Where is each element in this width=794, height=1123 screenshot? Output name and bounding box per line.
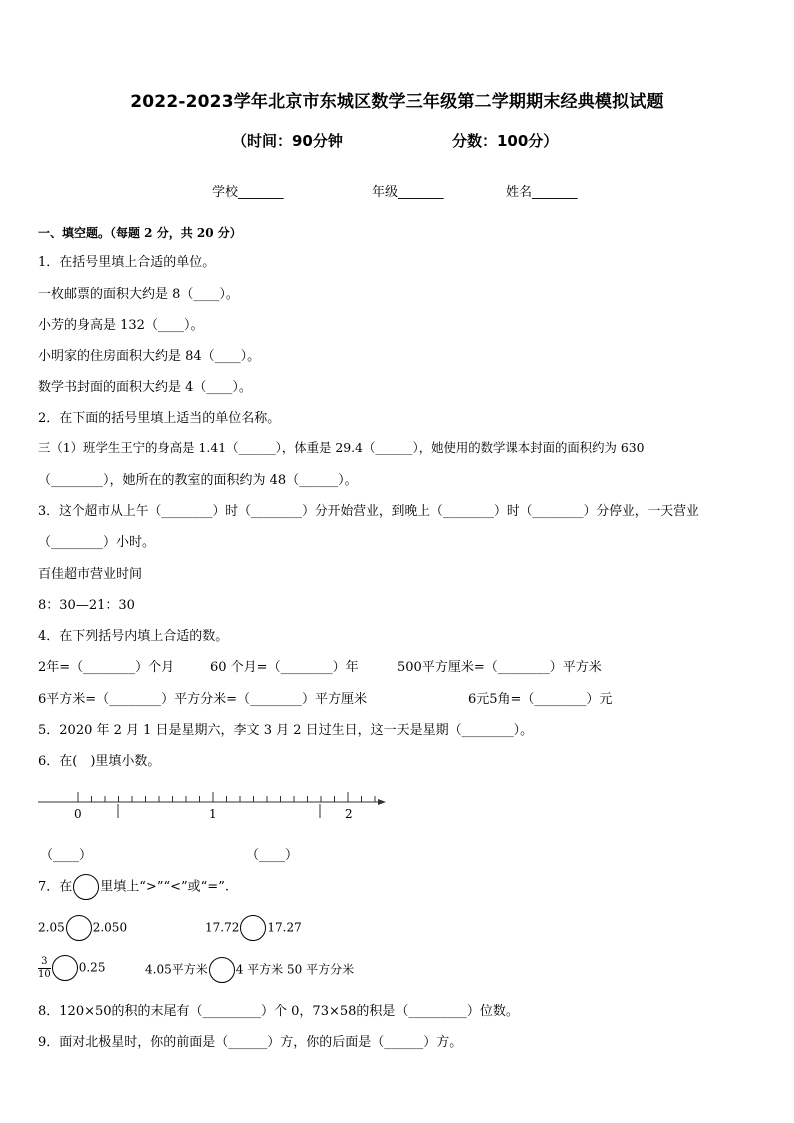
q6-blank-2: （____） bbox=[246, 848, 299, 863]
q9: 9．面对北极星时，你的前面是（______）方，你的后面是（______）方。 bbox=[38, 1035, 463, 1050]
q7-c-fraction bbox=[38, 956, 51, 981]
exam-time: （时间：90分钟 bbox=[232, 132, 343, 150]
q7-stem-b: 里填上“>”“<”或“=”. bbox=[100, 879, 229, 895]
q7-stem-a: 7．在 bbox=[38, 879, 73, 895]
q7-a-right: 2.050 bbox=[92, 920, 128, 935]
q2-stem: 2．在下面的括号里填上适当的单位名称。 bbox=[38, 411, 281, 426]
q3-line1: 3．这个超市从上午（________）时（________）分开始营业，到晚上（________）时（________）分停业，一天营业 bbox=[38, 504, 699, 519]
q1-stem: 1．在括号里填上合适的单位。 bbox=[38, 255, 216, 270]
q3-line2: （________）小时。 bbox=[38, 535, 156, 550]
q7-d-left: 4.05平方米 bbox=[145, 962, 208, 977]
q6-stem: 6．在( )里填小数。 bbox=[38, 754, 161, 769]
school-field: 学校_______ bbox=[212, 185, 284, 200]
q1-item-a: 一枚邮票的面积大约是 8（____）。 bbox=[38, 287, 239, 302]
q7-c-right: 0.25 bbox=[78, 960, 106, 975]
q7-stem bbox=[38, 874, 229, 900]
q4-row2-b: 6元5角=（________）元 bbox=[468, 692, 613, 707]
q1-item-c: 小明家的住房面积大约是 84（____）。 bbox=[38, 349, 261, 364]
q7-a-left: 2.05 bbox=[38, 920, 65, 935]
tick-label-0: 0 bbox=[74, 807, 82, 821]
q7-d-circle[interactable] bbox=[209, 957, 235, 983]
q8: 8．120×50的积的末尾有（_________）个 0，73×58的积是（_________）位数。 bbox=[38, 1004, 519, 1019]
q3-hours: 8：30—21：30 bbox=[38, 598, 135, 613]
q3-store-name: 百佳超市营业时间 bbox=[38, 567, 143, 582]
fraction-numerator: 3 bbox=[38, 956, 51, 969]
tick-label-1: 1 bbox=[209, 807, 217, 821]
q1-item-b: 小芳的身高是 132（____）。 bbox=[38, 318, 204, 333]
q7-a-circle[interactable] bbox=[66, 915, 92, 941]
exam-score: 分数：100分） bbox=[452, 132, 559, 150]
q7-d-right: 4 平方米 50 平方分米 bbox=[235, 962, 355, 977]
q7-item-a bbox=[38, 915, 127, 941]
q1-item-d: 数学书封面的面积大约是 4（____）。 bbox=[38, 380, 252, 395]
q4-row1-c: 500平方厘米=（________）平方米 bbox=[397, 660, 602, 675]
q7-c-circle[interactable] bbox=[52, 955, 78, 981]
section-heading: 一、填空题。（每题 2 分，共 20 分） bbox=[38, 226, 242, 240]
q2-line2: （________），她所在的教室的面积约为 48（______）。 bbox=[38, 473, 358, 488]
q4-stem: 4．在下列括号内填上合适的数。 bbox=[38, 629, 229, 644]
grade-field: 年级_______ bbox=[372, 185, 444, 200]
name-field: 姓名_______ bbox=[506, 185, 578, 200]
q6-blank-1: （____） bbox=[40, 848, 93, 863]
q7-item-d bbox=[145, 957, 354, 983]
q7-item-c bbox=[38, 955, 105, 981]
q7-b-right: 17.27 bbox=[267, 920, 302, 935]
number-line-arrow bbox=[378, 799, 386, 805]
fraction-denominator: 10 bbox=[38, 968, 51, 980]
q7-b-left: 17.72 bbox=[205, 920, 240, 935]
tick-label-2: 2 bbox=[345, 807, 353, 821]
number-line-ticks bbox=[78, 792, 375, 802]
q7-b-circle[interactable] bbox=[240, 915, 266, 941]
q2-line1: 三（1）班学生王宁的身高是 1.41（______），体重是 29.4（______），她使用的数学课本封面的面积约为 630 bbox=[38, 440, 645, 455]
q4-row1-b: 60 个月=（________）年 bbox=[210, 660, 359, 675]
page-title: 2022-2023学年北京市东城区数学三年级第二学期期末经典模拟试题 bbox=[130, 92, 664, 112]
q4-row1-a: 2年=（________）个月 bbox=[38, 660, 175, 675]
q5: 5．2020 年 2 月 1 日是星期六，李文 3 月 2 日过生日，这一天是星期（________）。 bbox=[38, 723, 534, 738]
compare-circle-icon bbox=[73, 874, 99, 900]
q4-row2-a: 6平方米=（________）平方分米=（________）平方厘米 bbox=[38, 692, 368, 707]
q7-item-b bbox=[205, 915, 302, 941]
number-line bbox=[36, 788, 396, 824]
